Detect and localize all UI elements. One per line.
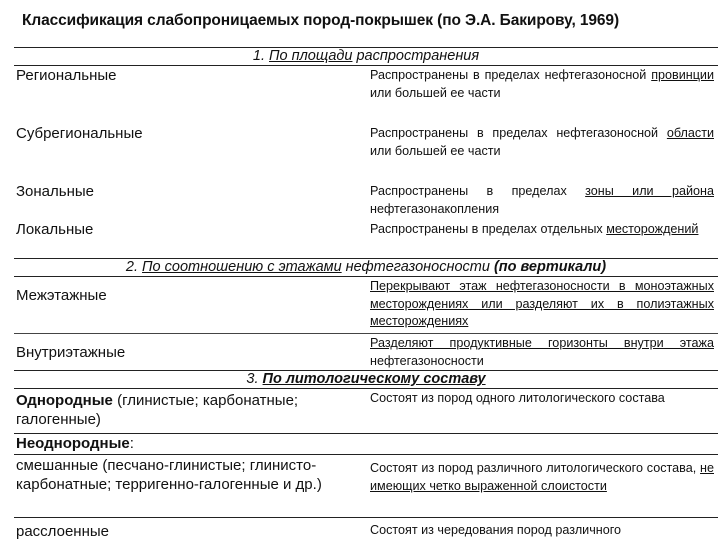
section-heading-area (14, 48, 718, 66)
type-description: Состоят из пород различного литологического состава, не имеющих четко выраженной слоистости (370, 461, 714, 493)
section-heading-area (14, 371, 718, 389)
table-row (14, 389, 718, 434)
type-description: Перекрывают этаж нефтегазоносности в моноэтажных месторождениях или разделяют их в полиэтажных месторождениях (370, 279, 714, 328)
section-number: 2. (125, 259, 143, 275)
table-row (14, 334, 718, 371)
type-name: Неоднородные: (16, 435, 134, 452)
type-description: Состоят из пород одного литологического состава (370, 391, 665, 405)
type-name: Региональные (16, 67, 117, 84)
section-heading-underlined: По площади (269, 48, 353, 64)
type-description: Распространены в пределах нефтегазоносной области или большей ее части (370, 126, 714, 158)
type-description (364, 434, 718, 454)
table-row (14, 518, 718, 538)
type-description: Состоят из чередования пород различного (370, 523, 622, 537)
section-heading-rest: нефтегазоносности (341, 259, 494, 275)
table-row (14, 182, 718, 220)
section-heading-rest: распространения (352, 48, 480, 64)
table-row (14, 434, 718, 455)
section-number: 3. (246, 371, 263, 387)
type-name: Субрегиональные (16, 125, 143, 142)
section-heading-area (14, 259, 718, 277)
type-name: Зональные (16, 183, 95, 200)
section-heading-underlined: По соотношению с этажами (142, 259, 342, 275)
classification-table (14, 47, 718, 538)
table-row (14, 220, 718, 259)
table-row (14, 124, 718, 182)
type-description: Распространены в пределах нефтегазоносной провинции или большей ее части (370, 68, 714, 100)
type-name: расслоенные (16, 523, 109, 540)
type-name: Локальные (16, 221, 94, 238)
type-description: Распространены в пределах зоны или района нефтегазонакопления (370, 184, 714, 216)
type-name: Однородные (глинистые; карбонатные; галогенные) (16, 392, 299, 428)
type-name: смешанные (песчано-глинистые; глинисто-карбонатные; терригенно-галогенные и др.) (16, 457, 322, 493)
table-row (14, 66, 718, 124)
document-title: Классификация слабопроницаемых пород-покрышек (по Э.А. Бакирову, 1969) (22, 12, 620, 29)
type-name: Межэтажные (16, 287, 107, 304)
section-number: 1. (252, 48, 269, 64)
type-name: Внутриэтажные (16, 344, 126, 361)
type-description: Разделяют продуктивные горизонты внутри этажа нефтегазоносности (370, 336, 714, 368)
table-row (14, 277, 718, 334)
section-heading-underlined: По литологическому составу (262, 371, 486, 387)
type-description: Распространены в пределах отдельных месторождений (370, 222, 699, 236)
section-heading-bold: (по вертикали) (493, 259, 607, 275)
table-row (14, 455, 718, 518)
